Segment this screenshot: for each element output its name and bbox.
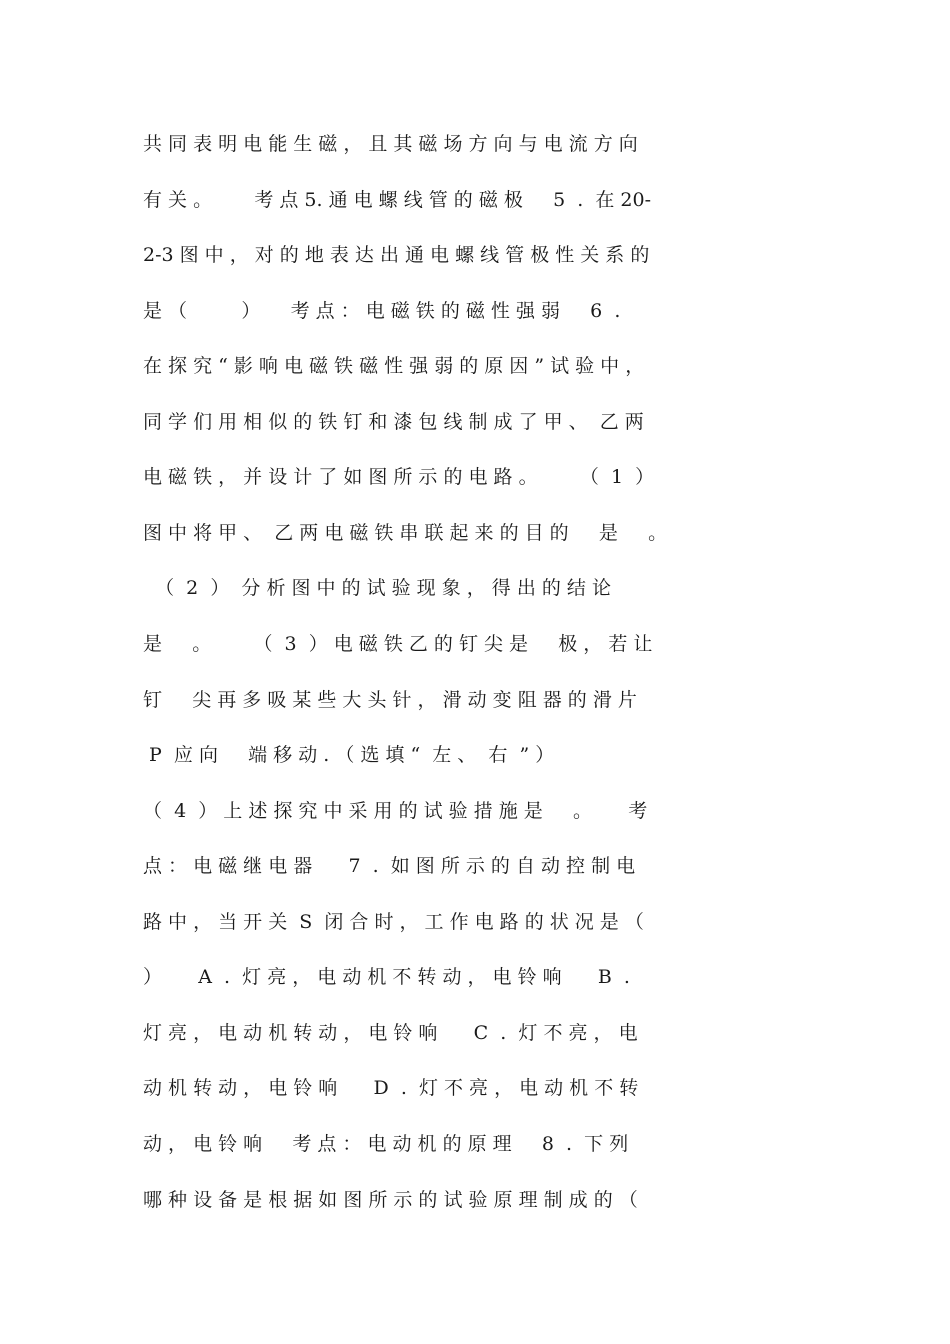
text-line-19: 动 ， 电 铃 响 考 点 ： 电 动 机 的 原 理 8 . 下 列 [143,1133,629,1155]
text-line-5: 在 探 究 “ 影 响 电 磁 铁 磁 性 强 弱 的 原 因 ” 试 验 中 ， [143,355,645,377]
text-line-16: ） A . 灯 亮 ， 电 动 机 不 转 动 ， 电 铃 响 B . [143,966,630,988]
text-line-11: 钉 尖 再 多 吸 某 些 大 头 针 ， 滑 动 变 阻 器 的 滑 片 [143,689,637,711]
text-line-20: 哪 种 设 备 是 根 据 如 图 所 示 的 试 验 原 理 制 成 的 （ [143,1189,638,1211]
text-line-8: 图 中 将 甲 、 乙 两 电 磁 铁 串 联 起 来 的 目 的 是 。 [143,522,668,544]
text-line-13: （ 4 ） 上 述 探 究 中 采 用 的 试 验 措 施 是 。 考 [143,800,648,822]
text-line-10: 是 。 （ 3 ） 电 磁 铁 乙 的 钉 尖 是 极 ， 若 让 [143,633,653,655]
text-line-7: 电 磁 铁 ， 并 设 计 了 如 图 所 示 的 电 路 。 （ 1 ） [143,466,655,488]
text-line-17: 灯 亮 ， 电 动 机 转 动 ， 电 铃 响 C . 灯 不 亮 ， 电 [143,1022,638,1044]
text-line-3: 2-3 图 中 ， 对 的 地 表 达 出 通 电 螺 线 管 极 性 关 系 的 [143,244,650,266]
text-line-12: P 应 向 端 移 动 . （ 选 填 “ 左 、 右 ” ） [143,744,555,766]
text-line-1: 共 同 表 明 电 能 生 磁 ， 且 其 磁 场 方 向 与 电 流 方 向 [143,133,638,155]
text-line-18: 动 机 转 动 ， 电 铃 响 D . 灯 不 亮 ， 电 动 机 不 转 [143,1077,639,1099]
text-line-2: 有 关 。 考 点 5. 通 电 螺 线 管 的 磁 极 5 . 在 20- [143,189,652,211]
text-line-9: （ 2 ） 分 析 图 中 的 试 验 现 象 ， 得 出 的 结 论 [143,577,611,599]
text-line-4: 是 （ ） 考 点 ： 电 磁 铁 的 磁 性 强 弱 6 . [143,300,621,322]
text-line-14: 点 ： 电 磁 继 电 器 7 . 如 图 所 示 的 自 动 控 制 电 [143,855,636,877]
text-line-15: 路 中 ， 当 开 关 S 闭 合 时 ， 工 作 电 路 的 状 况 是 （ [143,911,644,933]
text-line-6: 同 学 们 用 相 似 的 铁 钉 和 漆 包 线 制 成 了 甲 、 乙 两 [143,411,644,433]
